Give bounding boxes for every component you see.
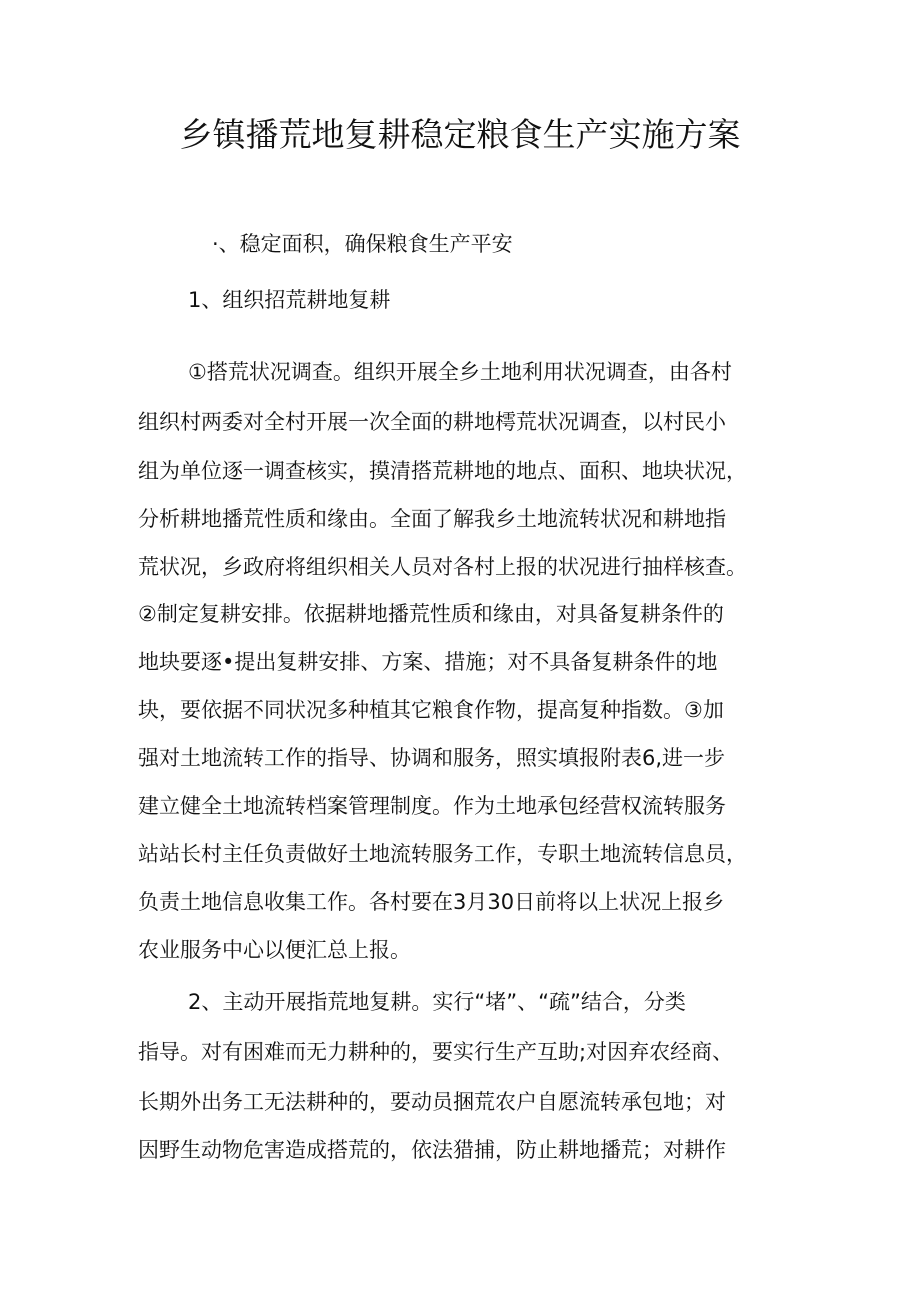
body-line: 站站长村主任负责做好土地流转服务工作，专职土地流转信息员，: [138, 842, 747, 866]
body-line: 分析耕地播荒性质和缘由。全面了解我乡土地流转状况和耕地指: [138, 507, 726, 531]
body-line: 荒状况，乡政府将组织相关人员对各村上报的状况进行抽样核查。: [138, 555, 747, 579]
body-line: 农业服务中心以便汇总上报。: [138, 938, 411, 962]
body-line: 因野生动物危害造成搭荒的，依法猎捕，防止耕地播荒；对耕作: [138, 1138, 726, 1162]
subsection-heading: 1、组织招荒耕地复耕: [188, 288, 391, 312]
body-line: 组织村两委对全村开展一次全面的耕地樗荒状况调查，以村民小: [138, 410, 726, 434]
body-line: 地块要逐•提出复耕安排、方案、措施；对不具备复耕条件的地: [138, 650, 718, 674]
document-title: 乡镇播荒地复耕稳定粮食生产实施方案: [179, 115, 741, 154]
body-line: 长期外出务工无法耕种的，要动员捆荒农户自愿流转承包地；对: [138, 1090, 726, 1114]
section-heading: ·、稳定面积，确保粮食生产平安: [212, 232, 513, 256]
body-line: ①搭荒状况调查。组织开展全乡土地利用状况调查，由各村: [188, 360, 732, 384]
body-line: 负责土地信息收集工作。各村要在3月30日前将以上状况上报乡: [138, 890, 725, 914]
body-line: 建立健全土地流转档案管理制度。作为土地承包经营权流转服务: [138, 794, 726, 818]
body-line: 块，要依据不同状况多种植其它粮食作物，提高复种指数。③加: [138, 698, 724, 722]
body-line: 组为单位逐一调查核实，摸清搭荒耕地的地点、面积、地块状况，: [138, 459, 747, 483]
body-line: 强对土地流转工作的指导、协调和服务，照实填报附表6,进一步: [138, 746, 726, 770]
body-line: ②制定复耕安排。依据耕地播荒性质和缘由，对具备复耕条件的: [138, 602, 724, 626]
body-line: 指导。对有困难而无力耕种的，要实行生产互助;对因弃农经商、: [138, 1040, 734, 1064]
body-line: 2、主动开展指荒地复耕。实行“堵”、“疏”结合，分类: [188, 990, 686, 1014]
